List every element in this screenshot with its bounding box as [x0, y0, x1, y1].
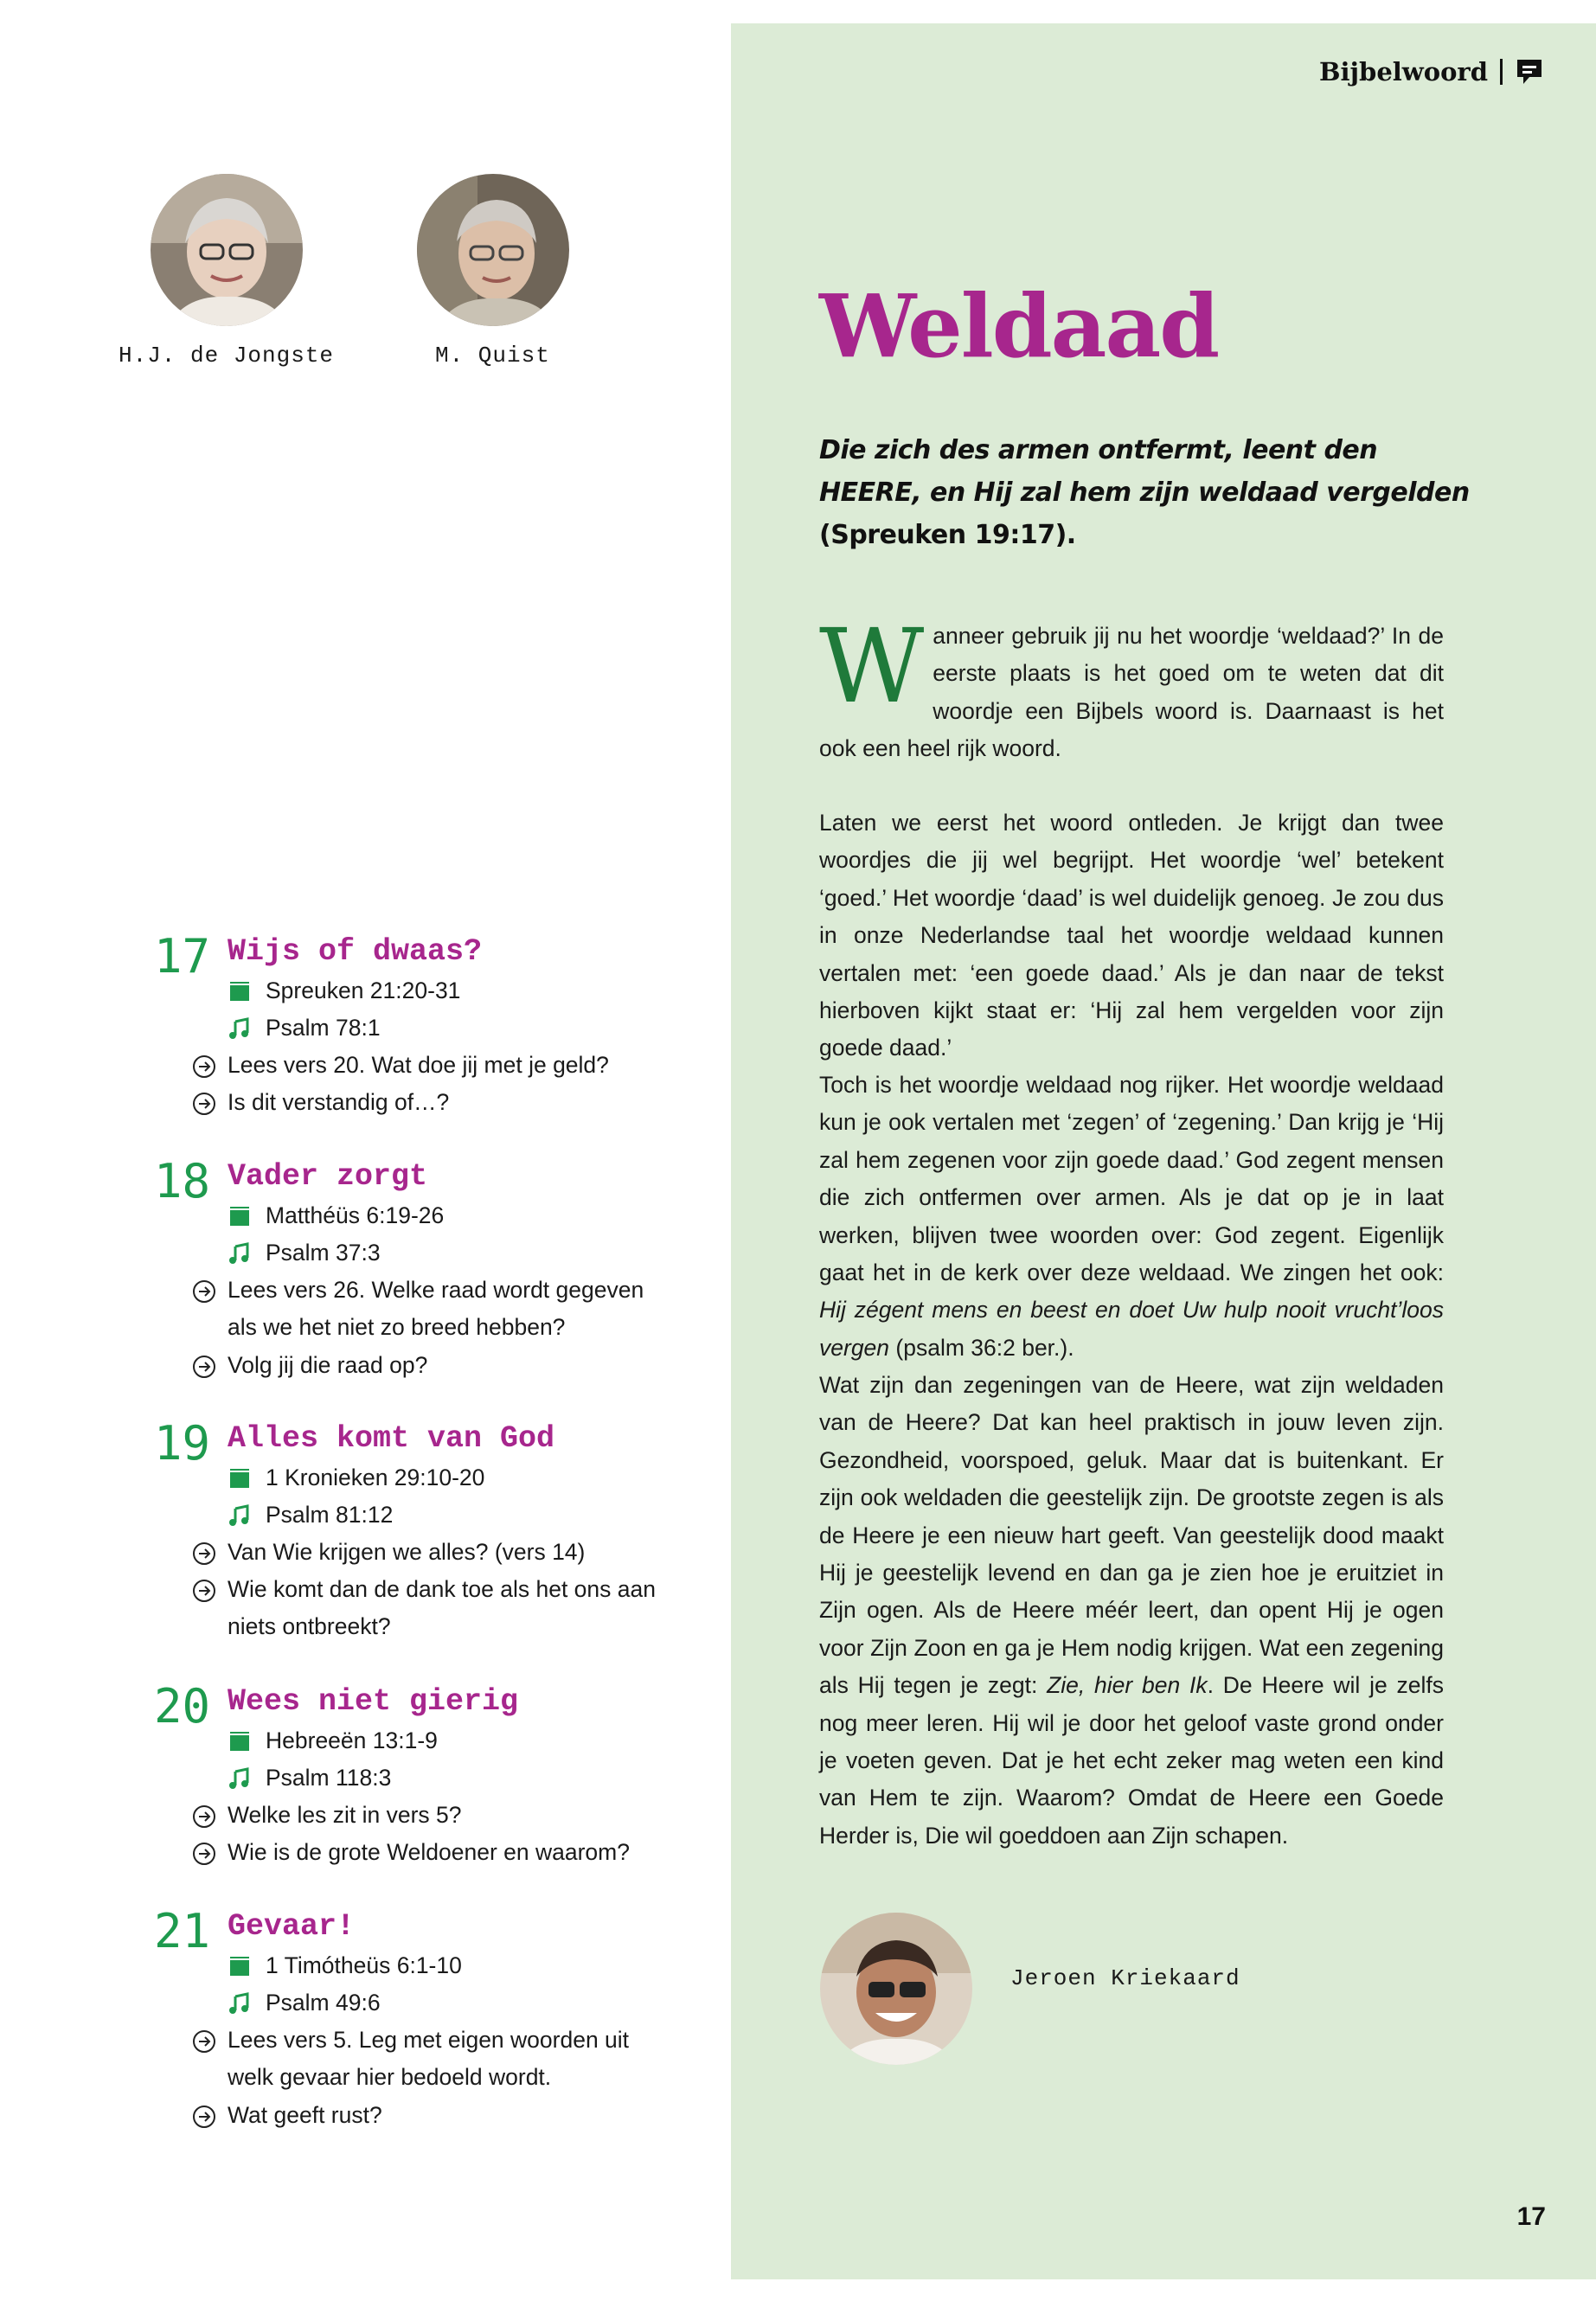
author-name-1: H.J. de Jongste	[119, 343, 335, 369]
avatar-author-2	[417, 174, 569, 326]
question: Welke les zit in vers 5?	[192, 1797, 676, 1834]
question: Van Wie krijgen we alles? (vers 14)	[192, 1534, 676, 1571]
question: Lees vers 26. Welke raad wordt gegeven als we het niet zo breed hebben?	[192, 1272, 676, 1347]
day-title: Vader zorgt	[228, 1159, 428, 1194]
speech-bubble-icon	[1515, 57, 1544, 87]
psalm-ref: Psalm 78:1	[228, 1009, 381, 1047]
reading-ref: 1 Timótheüs 6:1-10	[228, 1947, 462, 1984]
article-author-name: Jeroen Kriekaard	[1010, 1965, 1240, 1991]
psalm-ref: Psalm 49:6	[228, 1984, 381, 2022]
psalm-ref: Psalm 81:12	[228, 1497, 393, 1534]
book-icon	[228, 1729, 252, 1753]
book-icon	[228, 1204, 252, 1228]
drop-cap: W	[819, 606, 925, 726]
music-note-icon	[228, 1991, 252, 2016]
arrow-circle-icon	[192, 1804, 216, 1829]
reading-ref: 1 Kronieken 29:10-20	[228, 1459, 484, 1497]
author-name-2: M. Quist	[435, 343, 550, 369]
day-title: Alles komt van God	[228, 1421, 555, 1456]
arrow-circle-icon	[192, 2105, 216, 2129]
day-number: 18	[154, 1154, 211, 1208]
music-note-icon	[228, 1241, 252, 1266]
quote-text: Die zich des armen ontfermt, leent den HEERE, en Hij zal hem zijn weldaad vergelden	[819, 435, 1470, 508]
day-number: 20	[154, 1679, 211, 1734]
book-icon	[228, 1466, 252, 1490]
article-paragraph-3: Toch is het woordje weldaad nog rijker. Het woordje weldaad kun je ook vertalen met ‘zegen’ of ‘zegening.’ Dan krijg je ‘Hij zal hem zegenen voor zijn goede daad.’ God zegent mensen die zich ontfermen over armen. Als je dat op je in laat werken, blijven twee woorden over: God zegent. Eigenlijk gaat het in de kerk over deze weldaad. We zingen het ook: Hij zégent mens en beest en doet Uw hulp nooit vrucht’loos vergen (psalm 36:2 ber.).	[819, 1072, 1444, 1361]
day-number: 21	[154, 1904, 211, 1958]
question: Wie komt dan de dank toe als het ons aan niets ontbreekt?	[192, 1571, 676, 1646]
article-paragraph-4: Wat zijn dan zegeningen van de Heere, wat zijn weldaden van de Heere? Dat kan heel praktisch in jouw leven zijn. Gezondheid, voorspoed, geluk. Maar dat is buitenkant. Er zijn ook weldaden die geestelijk zijn. De grootste zegen is als de Heere je een nieuw hart geeft. Van geestelijk dood maakt Hij je geestelijk levend en dan ga je zien hoe je eruitziet in Zijn ogen. Als de Heere méér leert, dan opent Hij je ogen voor Zijn Zoon en ga je Hem nodig krijgen. Wat een zegening als Hij tegen je zegt: Zie, hier ben Ik. De Heere wil je zelfs nog meer leren. Hij wil je door het geloof vaste grond onder je voeten geven. Dat je het echt zeker mag weten een kind van Hem te zijn. Waarom? Omdat de Heere een Goede Herder is, Die wil goeddoen aan Zijn schapen.	[819, 1372, 1444, 1849]
header-divider	[1500, 59, 1503, 85]
arrow-circle-icon	[192, 1579, 216, 1603]
day-title: Wijs of dwaas?	[228, 934, 483, 969]
question: Wat geeft rust?	[192, 2097, 676, 2134]
reading-ref: Matthéüs 6:19-26	[228, 1197, 444, 1234]
day-number: 17	[154, 929, 211, 984]
day-title: Wees niet gierig	[228, 1684, 519, 1719]
arrow-circle-icon	[192, 1541, 216, 1566]
article-title: Weldaad	[819, 275, 1219, 377]
quote-reference: (Spreuken 19:17).	[819, 520, 1076, 550]
avatar-author-1	[151, 174, 303, 326]
music-note-icon	[228, 1766, 252, 1791]
psalm-ref: Psalm 37:3	[228, 1234, 381, 1272]
question: Wie is de grote Weldoener en waarom?	[192, 1834, 676, 1871]
question: Lees vers 5. Leg met eigen woorden uit welk gevaar hier bedoeld wordt.	[192, 2022, 676, 2097]
section-label: Bijbelwoord	[1319, 57, 1488, 87]
arrow-circle-icon	[192, 1054, 216, 1079]
bible-quote	[819, 429, 1477, 556]
arrow-circle-icon	[192, 1279, 216, 1304]
day-title: Gevaar!	[228, 1909, 356, 1944]
avatar-article-author	[820, 1913, 972, 2065]
question: Volg jij die raad op?	[192, 1347, 676, 1384]
section-header	[1319, 57, 1544, 87]
music-note-icon	[228, 1016, 252, 1041]
arrow-circle-icon	[192, 1092, 216, 1116]
page-number: 17	[1516, 2202, 1546, 2231]
arrow-circle-icon	[192, 2029, 216, 2054]
book-icon	[228, 979, 252, 1003]
question: Is dit verstandig of…?	[192, 1084, 676, 1121]
arrow-circle-icon	[192, 1355, 216, 1379]
book-icon	[228, 1954, 252, 1978]
question: Lees vers 20. Wat doe jij met je geld?	[192, 1047, 676, 1084]
arrow-circle-icon	[192, 1842, 216, 1866]
psalm-ref: Psalm 118:3	[228, 1759, 391, 1797]
article-paragraph-1: Wanneer gebruik jij nu het woordje ‘weldaad?’ In de eerste plaats is het goed om te weten dat dit woordje een Bijbels woord is. Daarnaast is het ook een heel rĳk woord.	[819, 606, 1444, 762]
reading-ref: Spreuken 21:20-31	[228, 972, 460, 1009]
music-note-icon	[228, 1503, 252, 1528]
article-paragraph-2: Laten we eerst het woord ontleden. Je krijgt dan twee woordjes die jij wel begrijpt. Het woordje ‘wel’ betekent ‘goed.’ Het woordje ‘daad’ is wel duidelijk genoeg. Je zou dus in onze Nederlandse taal het woordje weldaad kunnen vertalen met: ‘een goede daad.’ Als je dan naar de tekst hierboven kijkt staat er: ‘Hij zal hem vergelden voor zijn goede daad.’	[819, 810, 1444, 1061]
day-number: 19	[154, 1416, 211, 1471]
reading-ref: Hebreeën 13:1-9	[228, 1722, 438, 1759]
